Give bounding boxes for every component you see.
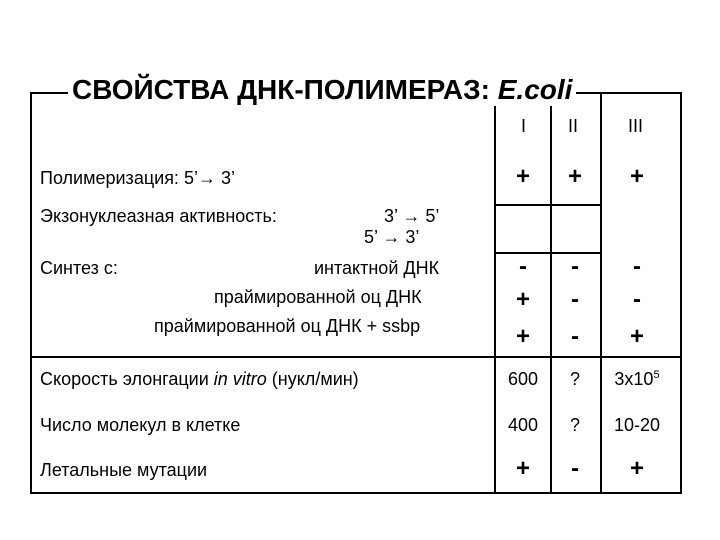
cell-synthesis-primed-II: -	[571, 286, 579, 313]
column-header-I: I	[521, 116, 527, 136]
synthesis-primed-ss-dna-ssbp: праймированной оц ДНК + ssbp	[154, 316, 421, 336]
cell-mutations-I: +	[515, 455, 530, 482]
row-label-elongation	[40, 369, 359, 390]
page-title	[68, 74, 576, 106]
column-separator	[494, 92, 496, 492]
row-separator	[494, 204, 602, 206]
cell-mutations-III: +	[629, 455, 644, 482]
exonuclease-5-3: 5’ → 3’	[364, 227, 420, 247]
cell-polymerization-III: +	[629, 163, 644, 190]
column-header-II: II	[568, 116, 579, 136]
elongation-label-pre: Скорость элонгации	[40, 369, 214, 389]
cell-synthesis-primed-I: +	[515, 286, 530, 313]
row-label-synthesis: Синтез с:	[40, 258, 118, 278]
row-label-mutations: Летальные мутации	[40, 460, 208, 480]
synthesis-primed-ss-dna: праймированной оц ДНК	[214, 287, 422, 307]
synthesis-intact-dna: интактной ДНК	[314, 258, 440, 278]
cell-synthesis-ssbp-I: +	[515, 323, 530, 350]
row-label-polymerization: Полимеризация: 5’→ 3’	[40, 168, 235, 188]
cell-polymerization-I: +	[515, 163, 530, 190]
cell-molecules-II: ?	[569, 415, 580, 435]
cell-polymerization-II: +	[567, 163, 582, 190]
cell-mutations-II: -	[571, 455, 579, 482]
title-main: СВОЙСТВА ДНК-ПОЛИМЕРАЗ:	[72, 74, 490, 105]
row-separator	[30, 356, 680, 358]
cell-synthesis-ssbp-III: +	[629, 323, 644, 350]
cell-synthesis-ssbp-II: -	[571, 323, 579, 350]
column-header-III: III	[628, 116, 644, 136]
exonuclease-3-5: 3’ → 5’	[384, 206, 440, 226]
elongation-label-post: (нукл/мин)	[266, 369, 359, 389]
cell-synthesis-intact-III: -	[633, 253, 641, 280]
cell-elongation-III	[604, 369, 670, 390]
elongation-III-base: 3x10	[614, 369, 654, 389]
row-label-molecules: Число молекул в клетке	[40, 415, 241, 435]
column-separator	[600, 92, 602, 492]
cell-synthesis-primed-III: -	[633, 286, 641, 313]
cell-synthesis-intact-I: -	[519, 253, 527, 280]
cell-molecules-I: 400	[507, 415, 539, 435]
cell-molecules-III: 10-20	[613, 415, 661, 435]
cell-synthesis-intact-II: -	[571, 253, 579, 280]
cell-elongation-II: ?	[569, 369, 580, 389]
row-label-exonuclease: Экзонуклеазная активность:	[40, 206, 277, 226]
elongation-III-exponent: 5	[653, 369, 660, 381]
title-organism: E.coli	[497, 74, 573, 105]
elongation-label-in-vitro: in vitro	[213, 369, 267, 389]
cell-elongation-I: 600	[507, 369, 539, 389]
